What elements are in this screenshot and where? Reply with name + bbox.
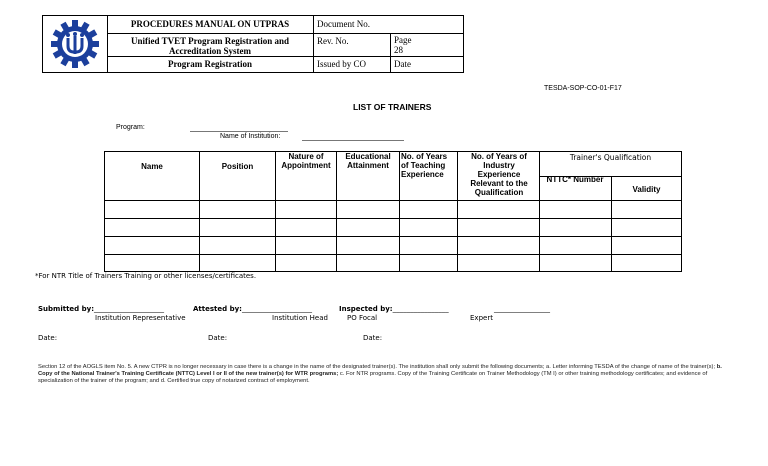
header-divider (390, 33, 391, 72)
date-label: Date (394, 59, 411, 69)
policy-note (38, 364, 733, 385)
section-title: Program Registration (167, 59, 253, 69)
col-header-validity: Validity (632, 185, 661, 194)
expert-line[interactable]: ________________ (494, 305, 550, 313)
page-label: Page (394, 35, 412, 45)
col-header-appointment: Nature of Appointment (281, 152, 331, 170)
col-header-qualification: Trainer's Qualification (569, 153, 652, 162)
submitted-by-line[interactable]: ____________________ (94, 305, 164, 313)
date-field-1[interactable]: Date: (38, 334, 58, 342)
table-row-divider (105, 218, 681, 219)
po-focal-caption: PO Focal (347, 314, 378, 322)
table-row-divider (105, 254, 681, 255)
attested-by-line[interactable]: ____________________ (241, 305, 312, 313)
institution-field[interactable] (302, 140, 404, 141)
program-label: Program: (116, 124, 145, 131)
table-row-divider (105, 236, 681, 237)
date-field-3[interactable]: Date: (363, 334, 383, 342)
col-header-teaching: No. of Years of Teaching Experience (401, 152, 448, 179)
page-value: 28 (394, 45, 403, 55)
header-divider (107, 56, 463, 57)
col-header-name: Name (141, 162, 163, 171)
attested-by-row (193, 305, 312, 313)
trainers-table (104, 151, 682, 272)
expert-caption: Expert (470, 314, 493, 322)
col-header-industry: No. of Years of Industry Experience Relevant to the Qualification (470, 152, 528, 197)
document-no-label: Document No. (317, 19, 370, 29)
program-field[interactable] (190, 131, 288, 132)
logo-cell (43, 16, 108, 72)
policy-note-part3: c. For NTR programs. Copy of the Training Certificate on Trainer Methodology (TM I) or other training methodology certificates; and evidence of specialization of the trainer of the program; and d. Certified true copy of notarized contract of employment. (38, 371, 708, 384)
policy-note-part1: Section 12 of the AOGLS item No. 5. A new CTPR is no longer necessary in case there is a change in the name of the designated trainer(s). The institution shall only submit the following documents; a. Letter informing TESDA of the change of name of the trainer(s); (38, 364, 717, 370)
submitted-by-label: Submitted by: (38, 305, 94, 313)
inspected-by-line[interactable]: ________________ (392, 305, 449, 313)
col-header-position: Position (221, 162, 254, 171)
col-header-nttc: NTTC* Number (546, 175, 604, 184)
document-header (42, 15, 464, 73)
rev-no-label: Rev. No. (317, 36, 349, 46)
col-header-education: Educational Attainment (345, 152, 391, 170)
manual-subtitle: Unified TVET Program Registration and Accreditation System (130, 36, 289, 56)
header-divider (313, 16, 314, 72)
institution-representative-caption: Institution Representative (95, 314, 186, 322)
table-footnote: *For NTR Title of Trainers Training or other licenses/certificates. (35, 272, 257, 280)
submitted-by-row (38, 305, 164, 313)
institution-head-caption: Institution Head (272, 314, 328, 322)
form-code: TESDA-SOP-CO-01-F17 (544, 85, 622, 92)
inspected-by-label: Inspected by: (339, 305, 393, 313)
policy-note-part2: b. Copy of the National Trainer's Training Certificate (NTTC) Level I or II of the new trainer(s) for WTR programs; (38, 364, 722, 377)
tesda-gear-logo-icon (43, 16, 107, 72)
institution-label: Name of Institution: (220, 133, 281, 140)
issued-by-label: Issued by CO (317, 59, 366, 69)
inspected-by-row (339, 305, 449, 313)
header-divider (107, 33, 463, 34)
attested-by-label: Attested by: (193, 305, 242, 313)
manual-title: PROCEDURES MANUAL ON UTPRAS (130, 19, 290, 29)
date-field-2[interactable]: Date: (208, 334, 228, 342)
form-title: LIST OF TRAINERS (353, 102, 432, 112)
table-row-divider (105, 200, 681, 201)
